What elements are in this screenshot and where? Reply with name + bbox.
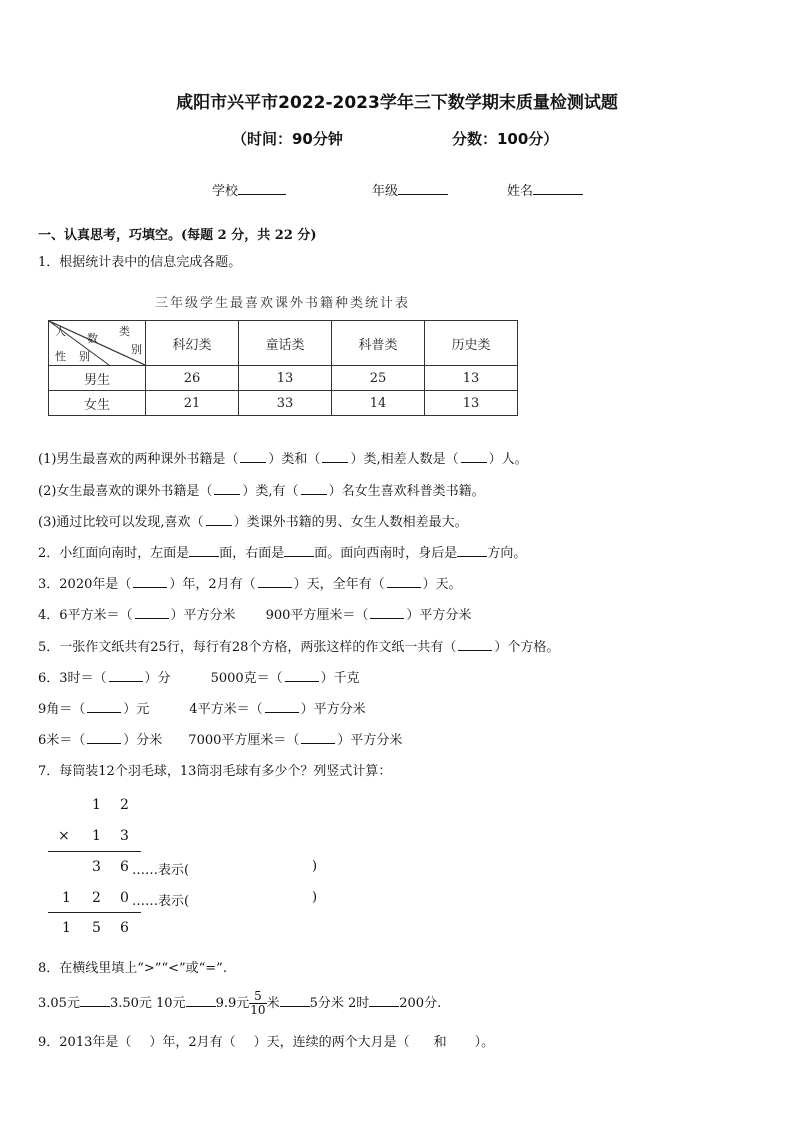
calc-digit: 6 xyxy=(120,859,129,875)
q9-part: 9．2013年是（ xyxy=(38,1035,132,1050)
q5-part: ）个方格。 xyxy=(494,640,560,655)
q6-part: ）元 xyxy=(123,702,150,717)
q1-sub2-part: ）名女生喜欢科普类书籍。 xyxy=(328,484,485,499)
q1-sub3-part: ）类课外书籍的男、女生人数相差最大。 xyxy=(233,515,468,530)
col-header-scifi: 科幻类 xyxy=(146,321,239,366)
answer-blank[interactable] xyxy=(240,450,266,463)
q3-part: ）天，全年有（ xyxy=(293,577,385,592)
answer-blank[interactable] xyxy=(206,513,232,526)
table-row xyxy=(49,366,518,391)
stats-table-corner xyxy=(49,321,146,366)
calc-digit: 1 xyxy=(62,920,71,936)
section-heading: 一、认真思考，巧填空。(每题 2 分，共 22 分) xyxy=(38,228,317,243)
table-cell: 25 xyxy=(332,366,425,391)
answer-blank[interactable] xyxy=(133,575,167,588)
q8-part: 米 xyxy=(266,996,280,1011)
q6-part: 4平方米＝（ xyxy=(189,702,263,717)
q6-line3 xyxy=(38,729,402,748)
exam-time: （时间：90分钟 xyxy=(232,130,343,148)
q1-sub2 xyxy=(38,480,485,499)
q6-part: 6米＝（ xyxy=(38,733,86,748)
table-row xyxy=(49,391,518,416)
fraction-denominator: 10 xyxy=(250,1003,266,1017)
fraction-numerator: 5 xyxy=(249,990,266,1004)
answer-blank[interactable] xyxy=(370,606,404,619)
name-field xyxy=(507,180,583,199)
answer-blank[interactable] xyxy=(87,731,121,744)
calc-digit: 3 xyxy=(92,859,101,875)
table-cell: 33 xyxy=(239,391,332,416)
q9-part: ）年，2月有（ xyxy=(149,1035,236,1050)
q6-part: ）千克 xyxy=(320,671,360,686)
q9 xyxy=(38,1031,494,1050)
answer-blank[interactable] xyxy=(457,544,487,557)
answer-blank[interactable] xyxy=(284,544,314,557)
stats-table-header-row xyxy=(49,321,518,366)
q5-part: 5．一张作文纸共有25行，每行有28个方格，两张这样的作文纸一共有（ xyxy=(38,640,457,655)
answer-blank[interactable] xyxy=(186,994,216,1007)
row-label: 男生 xyxy=(49,366,146,391)
calc-digit: 6 xyxy=(120,920,129,936)
calc-digit: 5 xyxy=(92,920,101,936)
calc-note: ……表示( xyxy=(132,894,190,909)
calc-digit: 0 xyxy=(120,890,129,906)
q4-part: ）平方分米 xyxy=(170,608,236,623)
q3 xyxy=(38,573,462,592)
answer-blank[interactable] xyxy=(109,669,143,682)
q9-part: 和 xyxy=(433,1035,447,1050)
q1-sub1-part: ）类和（ xyxy=(268,452,321,467)
corner-label-ren: 人 xyxy=(55,325,66,338)
col-header-history: 历史类 xyxy=(425,321,518,366)
q5 xyxy=(38,636,559,655)
answer-blank[interactable] xyxy=(80,994,110,1007)
q1-sub2-part: (2)女生最喜欢的课外书籍是（ xyxy=(38,484,213,499)
calc-note-close: ) xyxy=(312,890,318,905)
answer-blank[interactable] xyxy=(387,575,421,588)
q3-part: ）天。 xyxy=(422,577,462,592)
q6-line2 xyxy=(38,698,366,717)
q8-part: 3.05元 xyxy=(38,996,80,1011)
q8-part: 200分. xyxy=(399,996,442,1011)
table-cell: 13 xyxy=(239,366,332,391)
q2-part: 方向。 xyxy=(487,546,527,561)
q1-sub1-part: ）类,相差人数是（ xyxy=(350,452,459,467)
name-blank[interactable] xyxy=(533,180,583,195)
q1-text: 1．根据统计表中的信息完成各题。 xyxy=(38,255,242,270)
q2 xyxy=(38,542,526,561)
q1-sub1-part: (1)男生最喜欢的两种课外书籍是（ xyxy=(38,452,239,467)
q3-part: ）年，2月有（ xyxy=(169,577,256,592)
q2-part: 面。面向西南时，身后是 xyxy=(314,546,458,561)
calc-digit: 2 xyxy=(120,797,129,813)
q8-part: 5分米 2时 xyxy=(309,996,370,1011)
corner-label-bie: 别 xyxy=(79,350,90,363)
table-cell: 21 xyxy=(146,391,239,416)
q4 xyxy=(38,604,471,623)
q8-part: 9.9元 xyxy=(215,996,250,1011)
answer-blank[interactable] xyxy=(461,450,487,463)
school-label: 学校 xyxy=(212,184,239,199)
q6-line1 xyxy=(38,667,360,686)
answer-blank[interactable] xyxy=(214,482,240,495)
corner-label-shu: 数 xyxy=(87,332,98,345)
q6-part: ）平方分米 xyxy=(300,702,366,717)
q1-sub1-part: ）人。 xyxy=(488,452,528,467)
q6-part: 7000平方厘米＝（ xyxy=(188,733,300,748)
answer-blank[interactable] xyxy=(458,638,492,651)
q9-part: ）天，连续的两个大月是（ xyxy=(253,1035,410,1050)
table-cell: 13 xyxy=(425,366,518,391)
answer-blank[interactable] xyxy=(369,994,399,1007)
calc-note: ……表示( xyxy=(132,863,190,878)
corner-label-lei: 类 xyxy=(119,325,130,338)
grade-blank[interactable] xyxy=(398,180,448,195)
corner-label-xing: 性 xyxy=(55,350,66,363)
q4-part: 900平方厘米＝（ xyxy=(265,608,369,623)
answer-blank[interactable] xyxy=(285,669,319,682)
q8-text: 8．在横线里填上“>”“<”或“=”. xyxy=(38,961,227,976)
q1-sub3 xyxy=(38,511,468,530)
calc-note-close: ) xyxy=(312,859,318,874)
q3-part: 3．2020年是（ xyxy=(38,577,132,592)
table-cell: 26 xyxy=(146,366,239,391)
exam-score: 分数：100分） xyxy=(452,130,559,148)
q6-part: ）分 xyxy=(144,671,171,686)
school-field xyxy=(212,180,286,199)
q6-part: 5000克＝（ xyxy=(210,671,283,686)
answer-blank[interactable] xyxy=(189,544,219,557)
calc-rule xyxy=(48,912,141,913)
corner-label-bie-right: 别 xyxy=(131,343,142,356)
col-header-fairytale: 童话类 xyxy=(239,321,332,366)
table-cell: 13 xyxy=(425,391,518,416)
q6-part: ）分米 xyxy=(123,733,163,748)
calc-rule xyxy=(48,851,141,852)
fraction xyxy=(249,990,266,1017)
stats-table xyxy=(48,320,518,416)
q6-part: ）平方分米 xyxy=(337,733,403,748)
school-blank[interactable] xyxy=(238,180,286,195)
q2-part: 面，右面是 xyxy=(219,546,285,561)
q4-part: 4．6平方米＝（ xyxy=(38,608,133,623)
answer-blank[interactable] xyxy=(258,575,292,588)
q6-part: 9角＝（ xyxy=(38,702,86,717)
row-label: 女生 xyxy=(49,391,146,416)
answer-blank[interactable] xyxy=(322,450,348,463)
grade-label: 年级 xyxy=(372,184,399,199)
q1-sub3-part: (3)通过比较可以发现,喜欢（ xyxy=(38,515,204,530)
q2-part: 2．小红面向南时，左面是 xyxy=(38,546,190,561)
answer-blank[interactable] xyxy=(265,700,299,713)
q6-part: 6．3时＝（ xyxy=(38,671,107,686)
q1-sub2-part: ）类,有（ xyxy=(242,484,299,499)
q1-sub1 xyxy=(38,448,528,467)
calc-digit: 3 xyxy=(120,828,129,844)
calc-digit: 1 xyxy=(92,797,101,813)
multiply-sign: × xyxy=(58,828,70,844)
q9-part: ）。 xyxy=(474,1035,495,1050)
answer-blank[interactable] xyxy=(135,606,169,619)
calc-digit: 1 xyxy=(62,890,71,906)
q8-part: 3.50元 10元 xyxy=(109,996,186,1011)
answer-blank[interactable] xyxy=(301,482,327,495)
col-header-science: 科普类 xyxy=(332,321,425,366)
table-cell: 14 xyxy=(332,391,425,416)
answer-blank[interactable] xyxy=(87,700,121,713)
stats-table-caption: 三年级学生最喜欢课外书籍种类统计表 xyxy=(155,296,411,311)
name-label: 姓名 xyxy=(507,184,534,199)
answer-blank[interactable] xyxy=(280,994,310,1007)
exam-title: 咸阳市兴平市2022-2023学年三下数学期末质量检测试题 xyxy=(176,93,618,113)
calc-digit: 1 xyxy=(92,828,101,844)
q7-text: 7．每筒装12个羽毛球，13筒羽毛球有多少个？列竖式计算： xyxy=(38,764,392,779)
q8-line xyxy=(38,990,441,1017)
q4-part: ）平方分米 xyxy=(406,608,472,623)
grade-field xyxy=(372,180,448,199)
answer-blank[interactable] xyxy=(301,731,335,744)
calc-digit: 2 xyxy=(92,890,101,906)
